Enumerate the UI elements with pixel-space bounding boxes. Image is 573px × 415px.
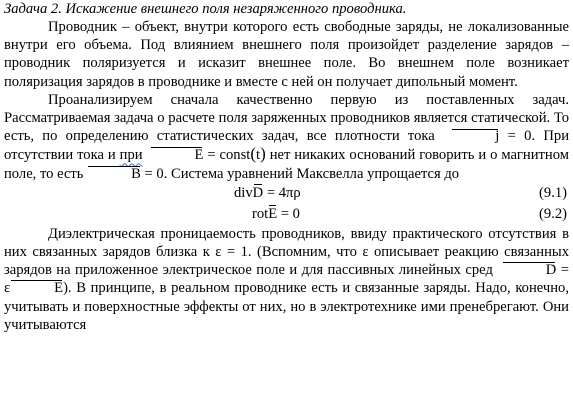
variable-t: t bbox=[256, 147, 261, 164]
paren-close: ) bbox=[260, 144, 266, 164]
vector-d: D bbox=[502, 261, 557, 279]
vector-b: B bbox=[87, 165, 141, 183]
equation-operator: rot bbox=[252, 205, 269, 222]
text-fragment: ). В принципе, в реальном проводнике есть и связанные заряды. Надо, конечно, учитывать и поверхностные эффекты от них, но в электротехнике ими пренебрегают. Они учитываются bbox=[4, 280, 569, 333]
text-fragment: Диэлектрическая проницаемость проводников, ввиду практического отсутствия в них связанных зарядов близка к ε = 1. (Вспомним, что ε описывает реакцию связанных зарядов на приложенное электрическое поле и для пассивных линейных сред bbox=[4, 225, 569, 279]
equation-fragment: = const bbox=[203, 147, 251, 164]
task-title: Задача 2. Искажение внешнего поля незаряженного проводника. bbox=[4, 1, 407, 17]
text-fragment: Проанализируем сначала качественно первую из поставленных задач. Рассматриваемая задача о расчете поля заряженных проводников является статической. То есть, по определению статистических задач, все плотности тока bbox=[4, 91, 569, 145]
paragraph-dielectric bbox=[4, 225, 569, 334]
spellcheck-word: при bbox=[119, 147, 143, 164]
text-fragment: . Система уравнений Максвелла упрощается до bbox=[163, 165, 460, 182]
text-fragment: . При отсутствии тока и bbox=[4, 128, 570, 164]
equation-operator: div bbox=[234, 184, 253, 201]
equation-fragment: = 0 bbox=[499, 128, 532, 145]
text-fragment: нет никаких оснований говорить и о магнитном поле, то есть bbox=[4, 147, 569, 182]
equation-rhs: = 4πρ bbox=[263, 184, 301, 201]
equation-row bbox=[4, 183, 569, 204]
equation-fragment: = 0 bbox=[140, 165, 164, 182]
equation bbox=[234, 183, 301, 204]
equation bbox=[252, 204, 300, 225]
vector-e: E bbox=[268, 204, 277, 225]
vector-e: E bbox=[10, 279, 63, 297]
paren-open: ( bbox=[250, 144, 257, 164]
equation-number: (9.1) bbox=[539, 184, 567, 201]
paragraph-static-problem bbox=[4, 91, 569, 183]
vector-e: E bbox=[150, 146, 203, 164]
equation-number: (9.2) bbox=[539, 205, 567, 222]
equation-row bbox=[4, 204, 569, 225]
document-page bbox=[4, 0, 569, 334]
paragraph-conductor-definition: Проводник – объект, внутри которого есть свободные заряды, не локализованные внутри его объема. Под влиянием внешнего поля произойдет разделение зарядов – проводник поляризуется и исказит внешнее поле. Во внешнем поле возникает поляризация зарядов в проводнике и вместе с ней он получает дипольный момент. bbox=[4, 19, 569, 90]
equation-rhs: = 0 bbox=[277, 205, 300, 222]
vector-d: D bbox=[253, 183, 264, 204]
equation-fragment: = ε bbox=[4, 262, 570, 297]
vector-j: j bbox=[451, 127, 499, 145]
